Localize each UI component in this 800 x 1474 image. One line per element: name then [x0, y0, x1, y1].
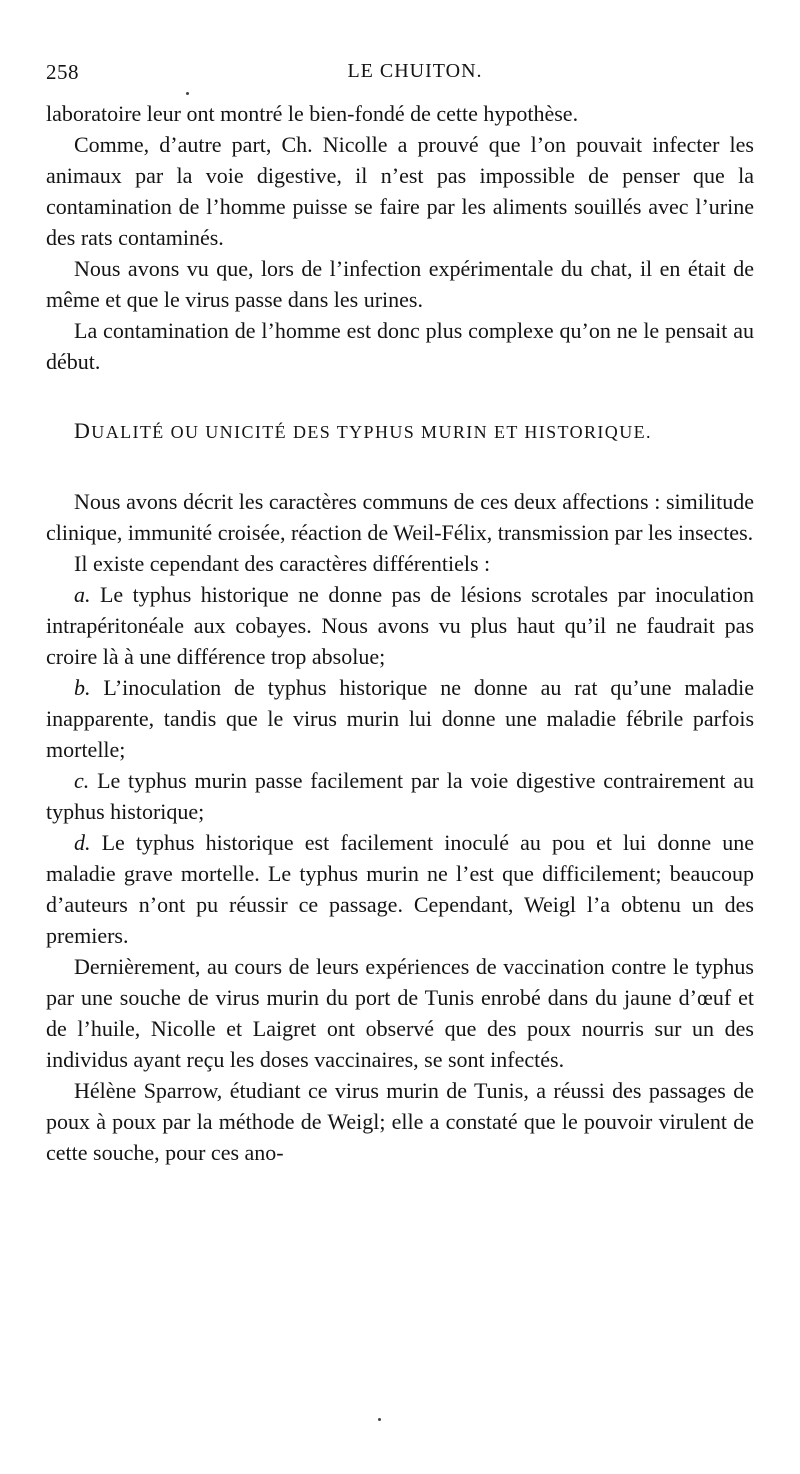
paragraph: Nous avons décrit les caractères communs de ces deux affections : similitude clinique, immunité croisée, réaction de Weil-Félix, transmission par les insectes. — [46, 489, 754, 545]
page-number: 258 — [46, 60, 79, 84]
list-item-letter: d. — [74, 830, 91, 855]
list-item-text: Le typhus historique est facilement inoculé au pou et lui donne une maladie grave mortelle. Le typhus murin ne l’est que difficilement; beaucoup d’auteurs n’ont pu réussir ce passage. Cependant, Weigl l’a obtenu un des premiers. — [46, 830, 755, 948]
list-item-text: L’inoculation de typhus historique ne donne au rat qu’une maladie inapparente, tandis que le virus murin lui donne une maladie fébrile parfois mortelle; — [46, 675, 755, 762]
list-item-letter: b. — [74, 675, 91, 700]
paragraph: Dernièrement, au cours de leurs expériences de vaccination contre le typhus par une souche de virus murin du port de Tunis enrobé dans du jaune d’œuf et de l’huile, Nicolle et Laigret ont observé que des poux nourris sur un des individus ayant reçu les doses vaccinaires, se sont infectés. — [46, 954, 754, 1072]
paragraph: Hélène Sparrow, étudiant ce virus murin de Tunis, a réussi des passages de poux à poux par la méthode de Weigl; elle a constaté que le pouvoir virulent de cette souche, pour ces ano- — [46, 1078, 754, 1165]
running-title: LE CHUITON. — [347, 60, 483, 82]
section-heading-initial: D — [74, 418, 92, 443]
paragraph-continued: laboratoire leur ont montré le bien-fondé de cette hypothèse. — [46, 101, 579, 126]
section-heading-rest: UALITÉ OU UNICITÉ DES TYPHUS MURIN ET HISTORIQUE. — [91, 422, 652, 442]
paragraph: Nous avons vu que, lors de l’infection expérimentale du chat, il en était de même et que le virus passe dans les urines. — [46, 256, 754, 312]
print-speck — [378, 1418, 381, 1421]
paragraph: Comme, d’autre part, Ch. Nicolle a prouvé que l’on pouvait infecter les animaux par la voie digestive, il n’est pas impossible de penser que la contamination de l’homme puisse se faire par les aliments souillés avec l’urine des rats contaminés. — [46, 132, 754, 250]
list-item-b — [46, 672, 754, 765]
body-text — [46, 98, 754, 1168]
list-item-letter: a. — [74, 582, 91, 607]
paragraph: Il existe cependant des caractères différentiels : — [74, 551, 491, 576]
list-item-a — [46, 579, 754, 672]
list-item-c — [46, 765, 754, 827]
print-speck — [186, 92, 189, 95]
list-item-text: Le typhus murin passe facilement par la voie digestive contrairement au typhus historique; — [46, 768, 755, 824]
list-item-text: Le typhus historique ne donne pas de lésions scrotales par inoculation intrapéritonéale aux cobayes. Nous avons vu plus haut qu’il ne faudrait pas croire là à une différence trop absolue; — [46, 582, 755, 669]
list-item-d — [46, 827, 754, 951]
page-header — [46, 60, 754, 90]
list-item-letter: c. — [74, 768, 90, 793]
paragraph: La contamination de l’homme est donc plus complexe qu’on ne le pensait au début. — [46, 318, 754, 374]
section-heading — [46, 415, 754, 448]
